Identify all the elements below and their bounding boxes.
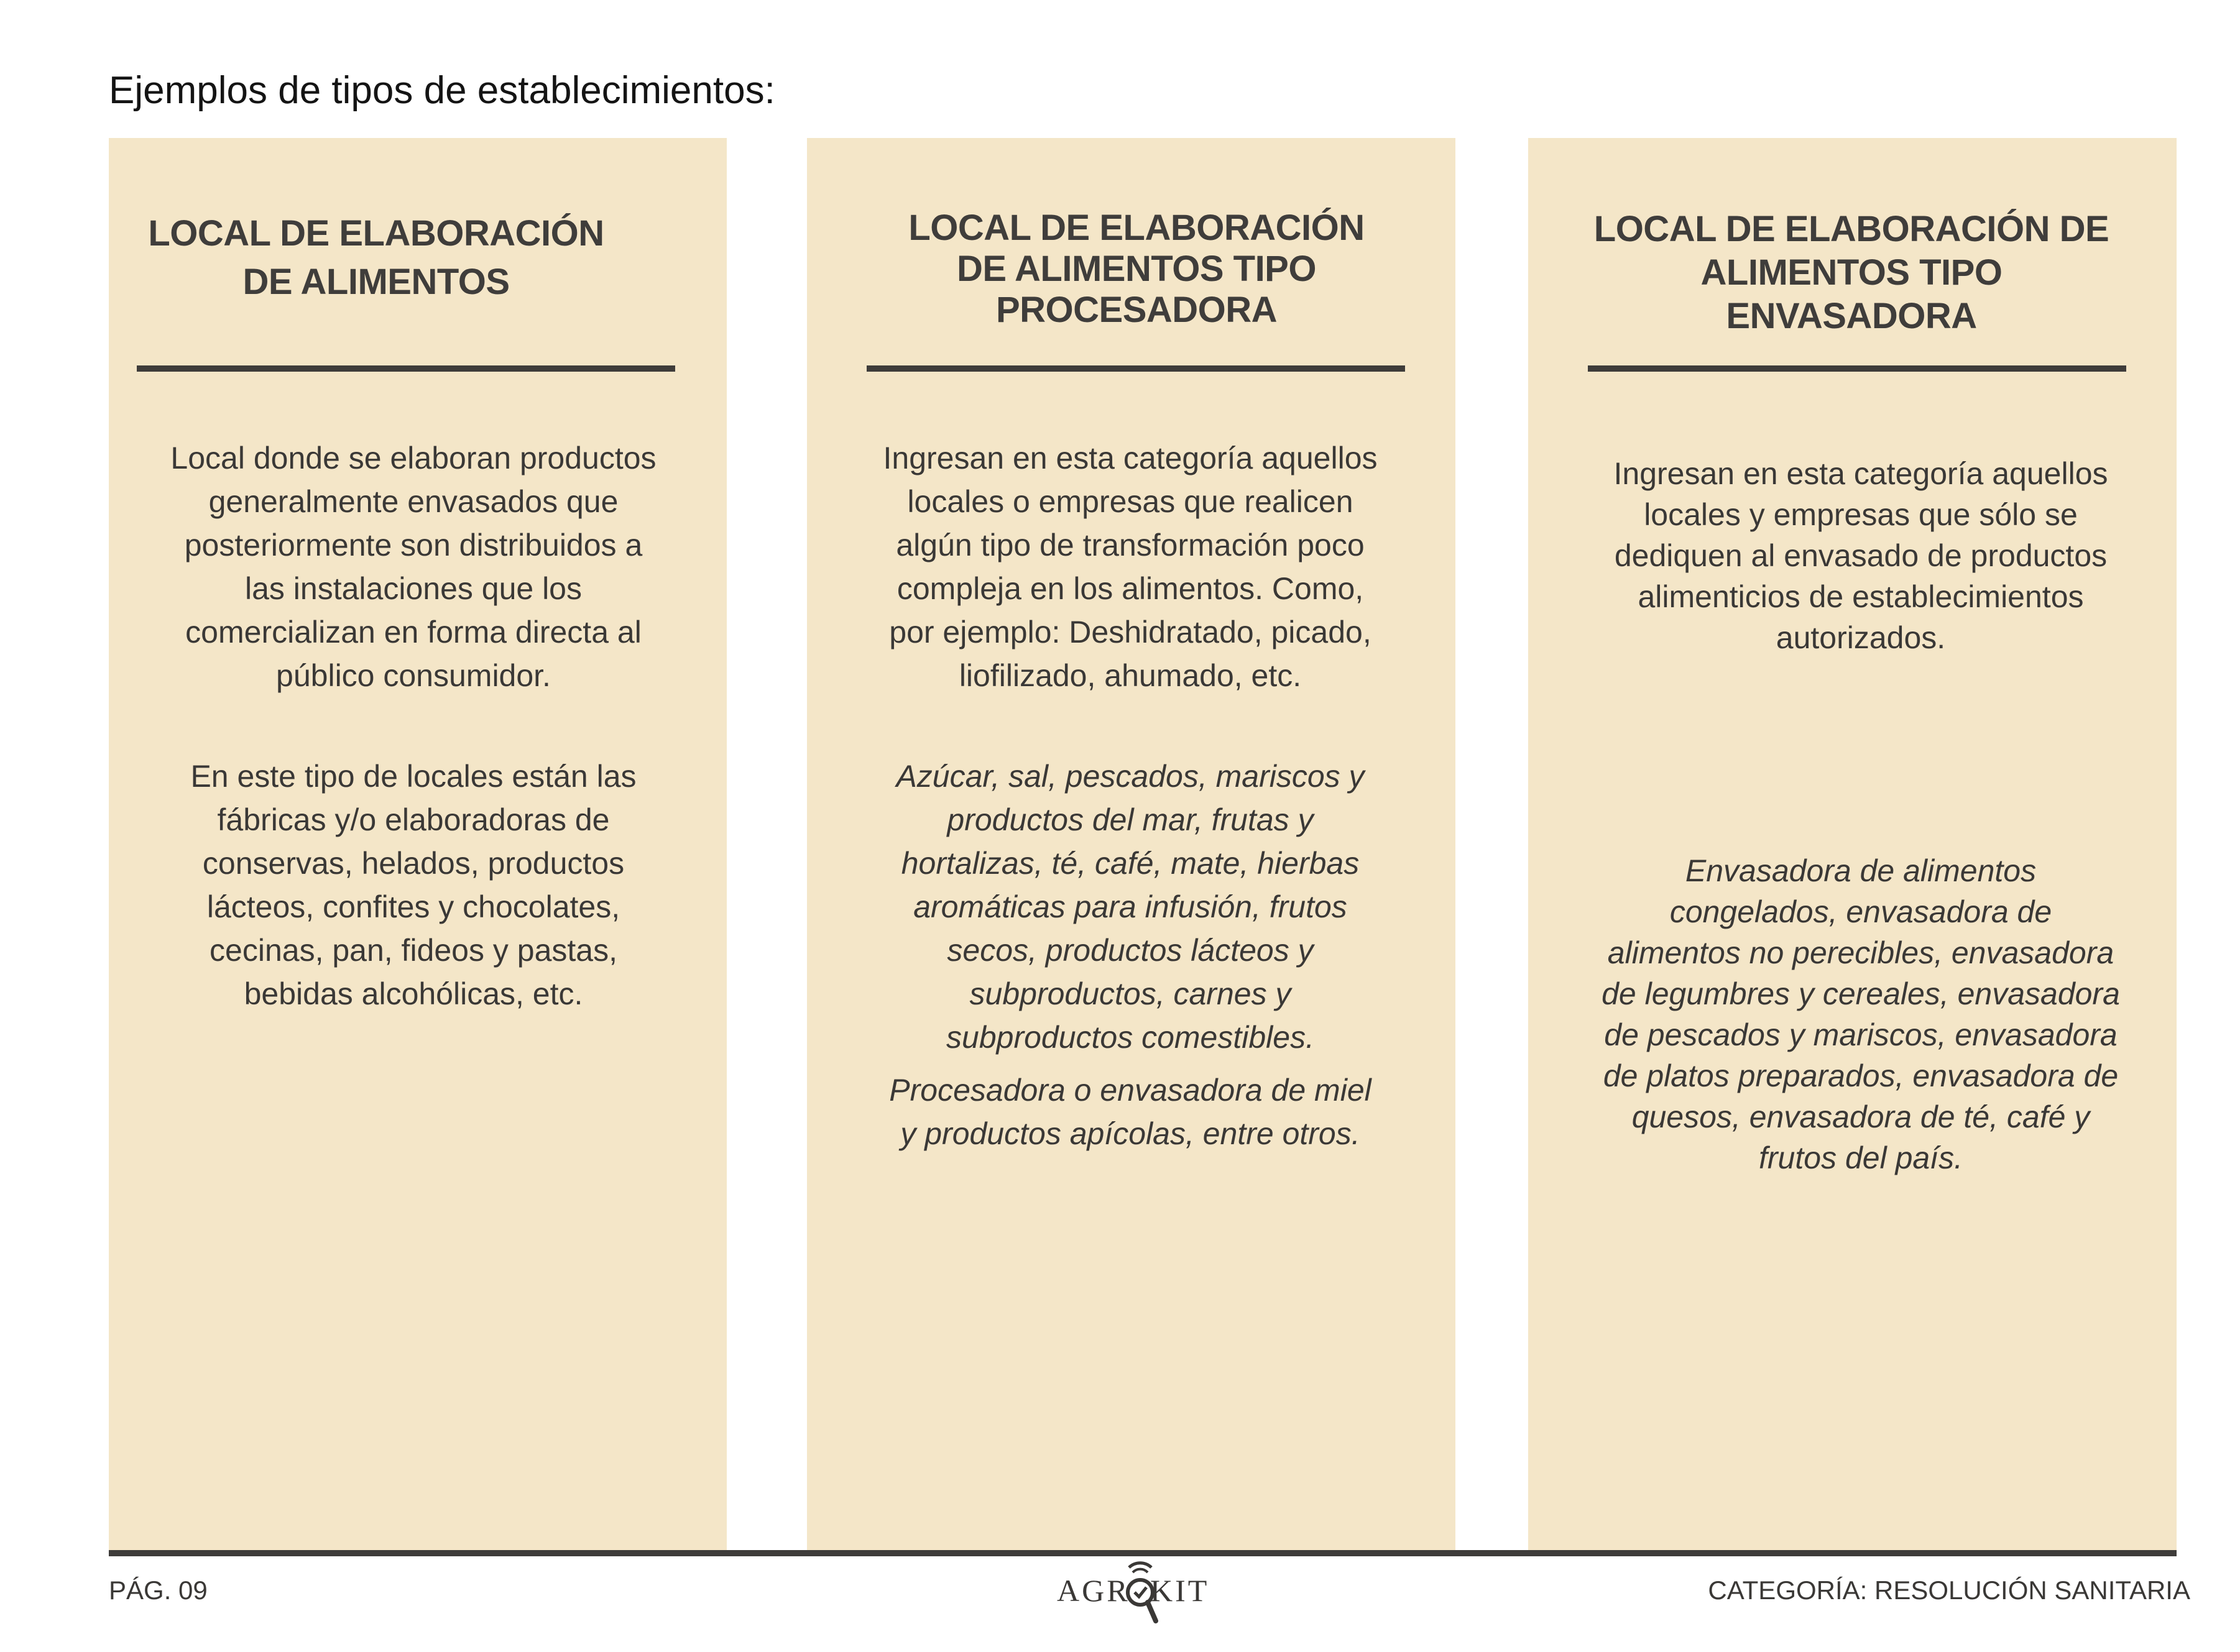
logo-text-right: KIT <box>1150 1573 1210 1608</box>
column-elaboracion <box>109 138 727 1554</box>
column-description: Ingresan en esta categoría aquellos locales o empresas que realicen algún tipo de transformación poco compleja en los alimentos. Como, por ejemplo: Deshidratado, picado, liofilizado, ahumado, etc. <box>883 441 1378 693</box>
column-title: LOCAL DE ELABORACIÓN DE ALIMENTOS <box>148 213 604 302</box>
column-procesadora <box>807 138 1455 1554</box>
title-divider <box>137 365 675 372</box>
column-title: LOCAL DE ELABORACIÓN DE ALIMENTOS TIPO ENVASADORA <box>1593 209 2109 336</box>
title-divider <box>867 365 1405 372</box>
column-examples: Azúcar, sal, pescados, mariscos y productos del mar, frutas y hortalizas, té, café, mate, hierbas aromáticas para infusión, frutos secos, productos lácteos y subproductos, carnes y subproductos comestibles. <box>896 759 1365 1055</box>
logo-text-left: AGR <box>1057 1573 1130 1608</box>
title-divider <box>1588 365 2126 372</box>
agrokit-logo <box>1057 1554 1231 1628</box>
column-description: Local donde se elaboran productos generalmente envasados que posteriormente son distribuidos a las instalaciones que los comercializan en forma directa al público consumidor. <box>170 441 657 693</box>
column-examples: Envasadora de alimentos congelados, envasadora de alimentos no perecibles, envasadora de legumbres y cereales, envasadora de pescados y mariscos, envasadora de platos preparados, envasadora de quesos, envasadora de té, café y frutos del país. <box>1602 853 2120 1175</box>
column-description: Ingresan en esta categoría aquellos locales y empresas que sólo se dediquen al envasado de productos alimenticios de establecimientos autorizados. <box>1613 456 2108 655</box>
column-title: LOCAL DE ELABORACIÓN DE ALIMENTOS TIPO PROCESADORA <box>908 208 1365 330</box>
category-label: CATEGORÍA: RESOLUCIÓN SANITARIA <box>1708 1576 2190 1605</box>
column-envasadora <box>1528 138 2177 1554</box>
column-examples: En este tipo de locales están las fábricas y/o elaboradoras de conservas, helados, productos lácteos, confites y chocolates, cecinas, pan, fideos y pastas, bebidas alcohólicas, etc. <box>190 759 637 1011</box>
column-examples-extra: Procesadora o envasadora de miel y productos apícolas, entre otros. <box>889 1073 1371 1151</box>
page-heading: Ejemplos de tipos de establecimientos: <box>109 69 775 112</box>
page-number: PÁG. 09 <box>109 1576 208 1605</box>
